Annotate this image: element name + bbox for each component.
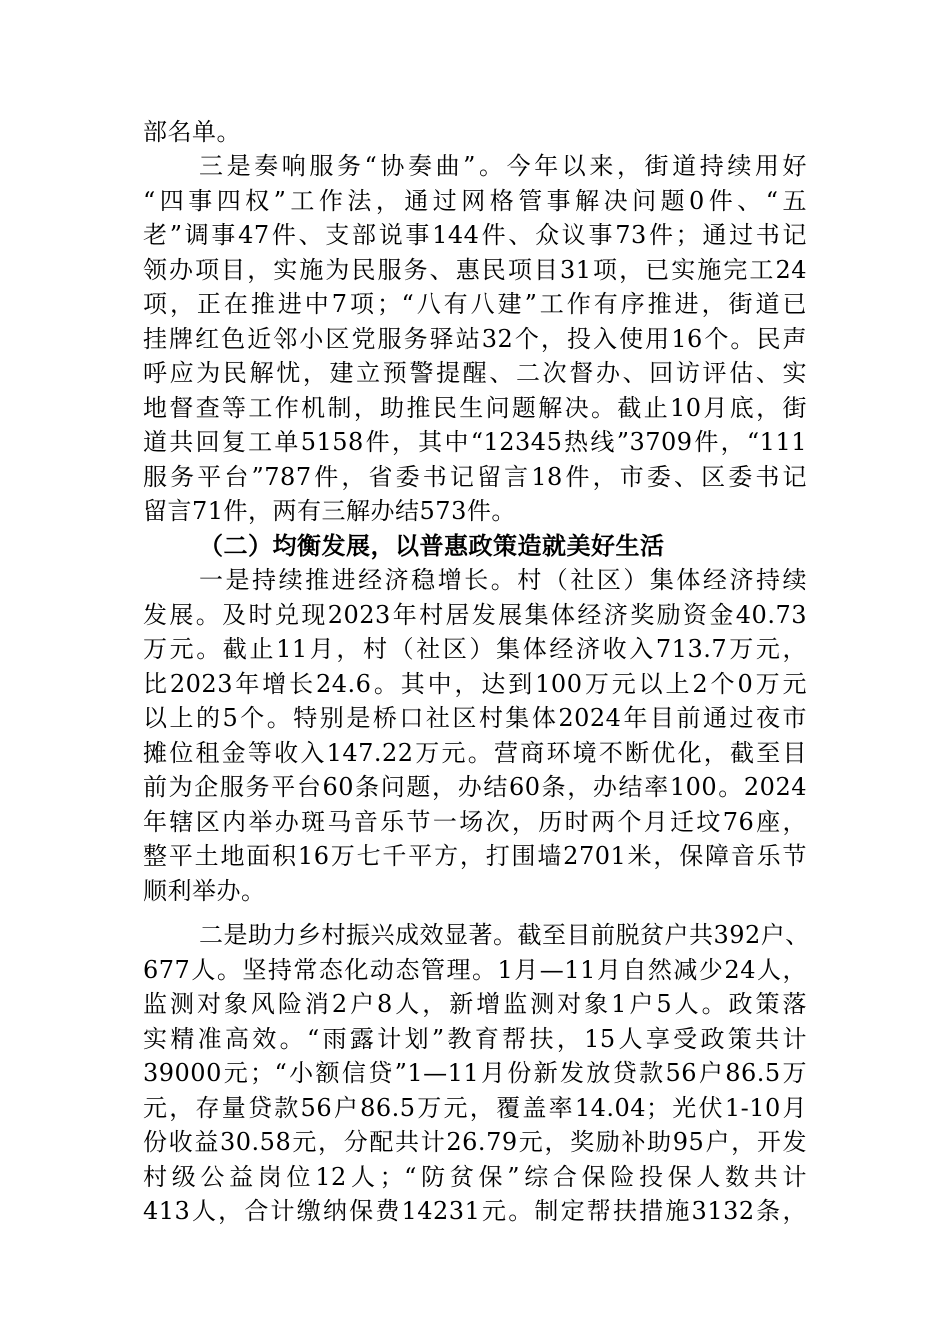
paragraph-line: 前为企服务平台60条问题，办结60条，办结率100。2024 <box>143 773 807 801</box>
paragraph-line: 年辖区内举办斑马音乐节一场次，历时两个月迁坟76座， <box>143 808 807 836</box>
paragraph-line: 一是持续推进经济稳增长。村（社区）集体经济持续 <box>199 566 807 594</box>
paragraph-line: 顺利举办。 <box>143 877 266 905</box>
paragraph-line: 元，存量贷款56户86.5万元，覆盖率14.04；光伏1-10月 <box>143 1094 807 1122</box>
paragraph-line: 部名单。 <box>143 118 241 146</box>
paragraph-line: 呼应为民解忧，建立预警提醒、二次督办、回访评估、实 <box>143 359 807 387</box>
paragraph-line: 整平土地面积16万七千平方，打围墙2701米，保障音乐节 <box>143 842 807 870</box>
paragraph-line: 413人，合计缴纳保费14231元。制定帮扶措施3132条， <box>143 1197 807 1225</box>
paragraph-line: 领办项目，实施为民服务、惠民项目31项，已实施完工24 <box>143 256 807 284</box>
paragraph-line: 村级公益岗位12人；“防贫保”综合保险投保人数共计 <box>143 1163 807 1191</box>
paragraph-line: 三是奏响服务“协奏曲”。今年以来，街道持续用好 <box>199 152 807 180</box>
paragraph-line: 地督查等工作机制，助推民生问题解决。截止10月底，街 <box>143 394 807 422</box>
paragraph-line: 比2023年增长24.6。其中，达到100万元以上2个0万元 <box>143 670 807 698</box>
paragraph-line: 实精准高效。“雨露计划”教育帮扶，15人享受政策共计 <box>143 1025 807 1053</box>
paragraph-line: 挂牌红色近邻小区党服务驿站32个，投入使用16个。民声 <box>143 325 807 353</box>
paragraph-line: 服务平台”787件，省委书记留言18件，市委、区委书记 <box>143 463 807 491</box>
paragraph-line: 监测对象风险消2户8人，新增监测对象1户5人。政策落 <box>143 990 807 1018</box>
paragraph-line: 二是助力乡村振兴成效显著。截至目前脱贫户共392户、 <box>199 921 810 949</box>
paragraph-line: 万元。截止11月，村（社区）集体经济收入713.7万元， <box>143 635 807 663</box>
paragraph-line: 项，正在推进中7项；“八有八建”工作有序推进，街道已 <box>143 290 807 318</box>
paragraph-line: 39000元；“小额信贷”1—11月份新发放贷款56户86.5万 <box>143 1059 807 1087</box>
paragraph-line: 以上的5个。特别是桥口社区村集体2024年目前通过夜市 <box>143 704 807 732</box>
paragraph-line: 道共回复工单5158件，其中“12345热线”3709件，“111 <box>143 428 807 456</box>
paragraph-line: 677人。坚持常态化动态管理。1月—11月自然减少24人， <box>143 956 807 984</box>
paragraph-line: 份收益30.58元，分配共计26.79元，奖励补助95户，开发 <box>143 1128 807 1156</box>
paragraph-line: 老”调事47件、支部说事144件、众议事73件；通过书记 <box>143 221 807 249</box>
paragraph-line: “四事四权”工作法，通过网格管事解决问题0件、“五 <box>143 187 807 215</box>
paragraph-line: 留言71件，两有三解办结573件。 <box>143 497 516 525</box>
section-heading: （二）均衡发展，以普惠政策造就美好生活 <box>199 531 665 560</box>
paragraph-line: 摊位租金等收入147.22万元。营商环境不断优化，截至目 <box>143 739 807 767</box>
paragraph-line: 发展。及时兑现2023年村居发展集体经济奖励资金40.73 <box>143 601 807 629</box>
